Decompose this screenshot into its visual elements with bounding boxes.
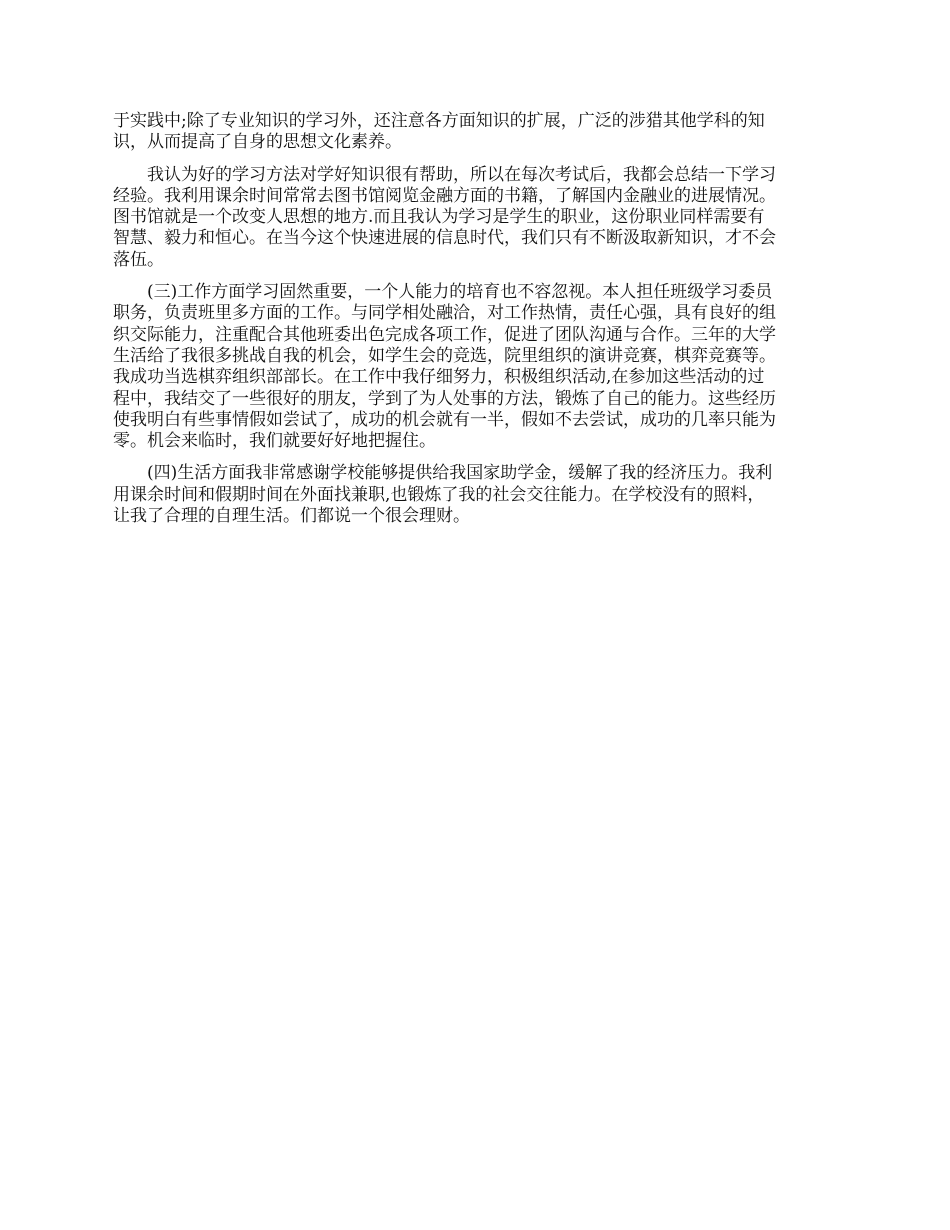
text-line: 零。机会来临时，我们就要好好地把握住。 (113, 431, 436, 452)
text-line: 程中，我结交了一些很好的朋友，学到了为人处事的方法，锻炼了自己的能力。这些经历 (113, 388, 776, 409)
document-body (113, 111, 840, 538)
text-line: 经验。我利用课余时间常常去图书馆阅览金融方面的书籍，了解国内金融业的进展情况。 (113, 185, 776, 206)
paragraph-4 (113, 463, 840, 527)
text-line: (三)工作方面学习固然重要，一个人能力的培育也不容忽视。本人担任班级学习委员 (113, 282, 773, 303)
text-line: 职务，负责班里多方面的工作。与同学相处融洽，对工作热情，责任心强，具有良好的组 (113, 303, 776, 324)
text-line: 智慧、毅力和恒心。在当今这个快速进展的信息时代，我们只有不断汲取新知识，才不会 (113, 228, 776, 249)
paragraph-3 (113, 282, 840, 452)
text-line: 织交际能力，注重配合其他班委出色完成各项工作，促进了团队沟通与合作。三年的大学 (113, 324, 776, 345)
text-line: 我认为好的学习方法对学好知识很有帮助，所以在每次考试后，我都会总结一下学习 (113, 164, 776, 185)
paragraph-2 (113, 165, 840, 271)
text-line: 使我明白有些事情假如尝试了，成功的机会就有一半，假如不去尝试，成功的几率只能为 (113, 409, 776, 430)
text-line: 让我了合理的自理生活。们都说一个很会理财。 (113, 506, 470, 527)
text-line: 于实践中;除了专业知识的学习外，还注意各方面知识的扩展，广泛的涉猎其他学科的知 (113, 111, 765, 131)
paragraph-1 (113, 111, 840, 154)
text-line: 我成功当选棋弈组织部部长。在工作中我仔细努力，积极组织活动,在参加这些活动的过 (113, 367, 765, 388)
text-line: 生活给了我很多挑战自我的机会，如学生会的竞选，院里组织的演讲竞赛，棋弈竞赛等。 (113, 345, 776, 366)
text-line: 识，从而提高了自身的思想文化素养。 (113, 132, 402, 153)
text-line: (四)生活方面我非常感谢学校能够提供给我国家助学金，缓解了我的经济压力。我利 (113, 463, 773, 484)
text-line: 落伍。 (113, 249, 164, 270)
text-line: 用课余时间和假期时间在外面找兼职,也锻炼了我的社会交往能力。在学校没有的照料， (113, 484, 765, 505)
text-line: 图书馆就是一个改变人思想的地方.而且我认为学习是学生的职业，这份职业同样需要有 (113, 207, 765, 228)
